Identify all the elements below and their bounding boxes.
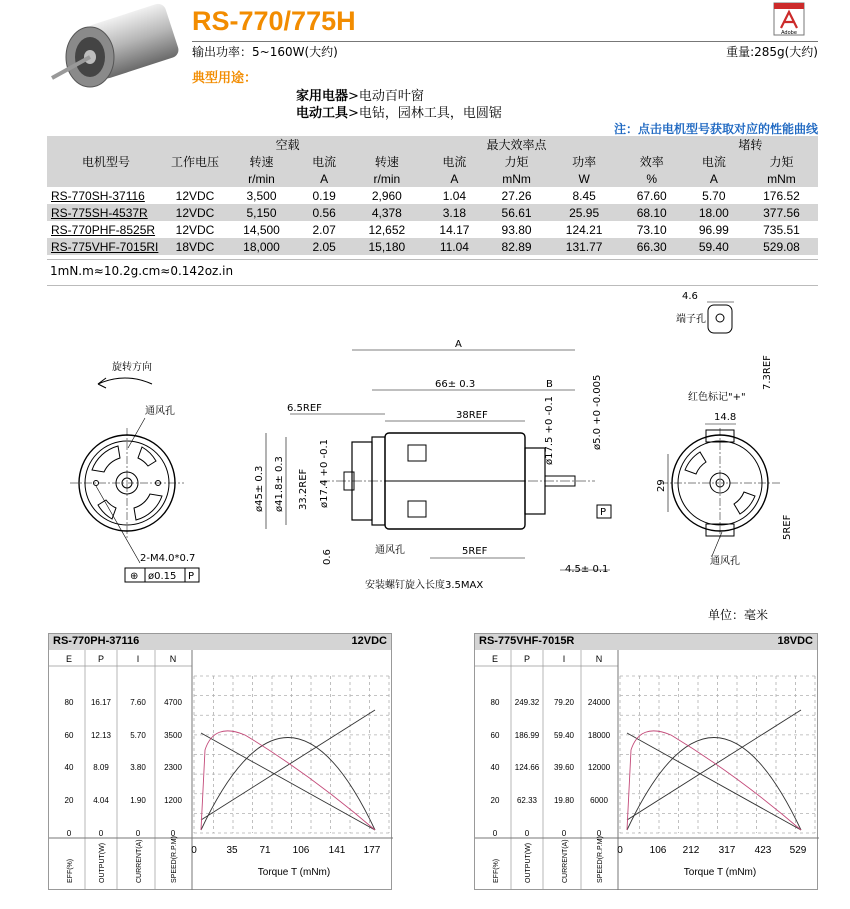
- scale-value: 60: [490, 731, 500, 740]
- x-tick: 0: [191, 845, 197, 856]
- table-row: [47, 187, 818, 204]
- typical-use-label: 典型用途：: [192, 71, 258, 86]
- x-tick: 141: [328, 845, 346, 856]
- value-cell: 11.04: [439, 239, 469, 254]
- group-no-load: 空载: [275, 138, 300, 152]
- scale-value: 60: [64, 731, 74, 740]
- x-tick: 212: [682, 845, 700, 856]
- col-header: 效率: [639, 155, 664, 169]
- dim-0-6: 0.6: [322, 549, 333, 565]
- x-tick: 0: [617, 845, 623, 856]
- voltage-cell: 12VDC: [175, 205, 215, 220]
- column-letter: N: [595, 654, 603, 664]
- col-header: 转速: [374, 155, 399, 169]
- scale-value: 0: [135, 829, 141, 838]
- scale-value: 0: [596, 829, 602, 838]
- value-cell: 68.10: [636, 205, 667, 220]
- column-letter: P: [97, 654, 105, 664]
- value-cell: 4,378: [371, 205, 402, 220]
- unit-cell: r/min: [248, 171, 275, 186]
- unit-cell: mNm: [767, 171, 796, 186]
- scale-value: 8.09: [93, 763, 109, 772]
- power-label: 输出功率：5~160W(大约): [192, 45, 338, 59]
- scale-value: 5.70: [130, 731, 146, 740]
- scale-value: 3500: [164, 731, 182, 740]
- dim-38: 38REF: [456, 410, 488, 421]
- dim-4-5: 4.5± 0.1: [565, 564, 609, 575]
- col-header: 电流: [701, 155, 726, 169]
- value-cell: 131.77: [565, 239, 603, 254]
- axis-label: EFF(%): [493, 858, 500, 883]
- col-header: 力矩: [504, 155, 529, 169]
- model-link[interactable]: RS-770SH-37116: [51, 188, 145, 203]
- scale-value: 0: [492, 829, 498, 838]
- col-voltage: 工作电压: [170, 155, 219, 169]
- scale-value: 80: [64, 698, 74, 707]
- scale-value: 24000: [587, 698, 611, 707]
- table-row: [47, 238, 818, 255]
- value-cell: 73.10: [636, 222, 667, 237]
- table-row: [47, 221, 818, 238]
- group-stall: 堵转: [738, 138, 763, 152]
- datum-p: P: [600, 507, 607, 518]
- dim-7-3: 7.3REF: [762, 355, 773, 390]
- terminal-label: 端子孔: [676, 314, 706, 325]
- dim-5ref: 5REF: [462, 546, 488, 557]
- column-letter: I: [562, 654, 566, 664]
- model-link[interactable]: RS-775VHF-7015RI: [51, 239, 159, 254]
- value-cell: 1.04: [442, 188, 467, 203]
- value-cell: 15,180: [368, 239, 406, 254]
- unit-cell: A: [709, 171, 718, 186]
- value-cell: 2,960: [371, 188, 402, 203]
- scale-value: 16.17: [90, 698, 112, 707]
- axis-label: OUTPUT(W): [525, 842, 532, 883]
- x-tick: 35: [226, 845, 238, 856]
- value-cell: 27.26: [501, 188, 532, 203]
- dim-5-0: ø5.0 +0 -0.005: [592, 374, 603, 450]
- scale-value: 40: [490, 763, 500, 772]
- curve-note: 注：点击电机型号获取对应的性能曲线: [613, 122, 818, 136]
- col-header: 力矩: [769, 155, 794, 169]
- value-cell: 2.07: [312, 222, 336, 237]
- scale-value: 20: [490, 796, 500, 805]
- scale-value: 39.60: [553, 763, 575, 772]
- scale-value: 2300: [164, 763, 182, 772]
- column-letter: N: [169, 654, 177, 664]
- voltage-cell: 12VDC: [175, 188, 215, 203]
- right-vent-label: 通风孔: [710, 556, 740, 567]
- tol-datum: P: [188, 571, 195, 582]
- dim-b: B: [546, 379, 553, 390]
- dim-5ref-right: 5REF: [782, 514, 793, 540]
- use-line-1: 家用电器>电动百叶窗: [296, 89, 424, 104]
- scale-value: 20: [64, 796, 74, 805]
- scale-value: 59.40: [553, 731, 575, 740]
- vent-label: 通风孔: [145, 406, 175, 417]
- model-link[interactable]: RS-770PHF-8525R: [51, 222, 156, 237]
- value-cell: 59.40: [698, 239, 729, 254]
- value-cell: 0.56: [312, 205, 336, 220]
- value-cell: 18,000: [243, 239, 280, 254]
- axis-label: CURRENT(A): [562, 839, 569, 883]
- x-tick: 71: [259, 845, 271, 856]
- column-letter: E: [65, 654, 73, 664]
- rotation-label: 旋转方向: [112, 362, 152, 373]
- unit-cell: %: [646, 171, 658, 186]
- value-cell: 2.05: [312, 239, 336, 254]
- value-cell: 93.80: [501, 222, 532, 237]
- current-line: [201, 710, 375, 820]
- red-mark-label: 红色标记"+": [688, 392, 746, 403]
- voltage-cell: 18VDC: [175, 239, 215, 254]
- perf-chart-2[interactable]: [474, 633, 818, 890]
- value-cell: 8.45: [572, 188, 596, 203]
- weight-label: 重量:285g(大约): [726, 45, 818, 59]
- scale-value: 4700: [164, 698, 182, 707]
- output-curve: [201, 738, 375, 831]
- chart-header: [49, 634, 391, 650]
- dim-14-8: 14.8: [714, 412, 737, 423]
- axis-label: SPEED(R.P.M): [597, 836, 604, 883]
- scale-value: 12000: [587, 763, 611, 772]
- scale-value: 18000: [587, 731, 611, 740]
- page-title: RS-770/775H: [192, 6, 356, 36]
- axis-label: EFF(%): [67, 858, 74, 883]
- col-model: 电机型号: [81, 155, 130, 169]
- x-axis-label: Torque T (mNm): [257, 867, 331, 878]
- column-letter: E: [491, 654, 499, 664]
- chart-model: RS-770PH-37116: [53, 635, 140, 647]
- value-cell: 0.19: [312, 188, 336, 203]
- header-divider: [192, 41, 818, 42]
- scale-value: 19.80: [553, 796, 575, 805]
- x-tick: 106: [292, 845, 310, 856]
- speed-line: [627, 733, 801, 830]
- scale-value: 12.13: [90, 731, 112, 740]
- technical-drawing: [0, 286, 850, 626]
- use-line-2: 电动工具>电钻，园林工具，电圆锯: [296, 106, 502, 121]
- side-view: [254, 339, 611, 591]
- value-cell: 18.00: [698, 205, 729, 220]
- left-end-view: [70, 360, 199, 582]
- dim-17-5: ø17.5 +0 -0.1: [544, 396, 555, 465]
- value-cell: 176.52: [763, 188, 800, 203]
- group-max-eff: 最大效率点: [486, 138, 547, 152]
- dim-a: A: [455, 339, 462, 350]
- scale-value: 0: [66, 829, 72, 838]
- screw-label: 安装螺钉旋入长度3.5MAX: [365, 580, 484, 591]
- column-letter: I: [136, 654, 140, 664]
- value-cell: 5,150: [246, 205, 277, 220]
- unit-cell: W: [578, 171, 590, 186]
- value-cell: 14,500: [243, 222, 280, 237]
- side-vent-label: 通风孔: [375, 545, 405, 556]
- value-cell: 377.56: [763, 205, 800, 220]
- col-header: 电流: [312, 155, 337, 169]
- column-letter: P: [523, 654, 531, 664]
- x-tick: 317: [718, 845, 736, 856]
- perf-chart-1[interactable]: [48, 633, 392, 890]
- unit-cell: r/min: [373, 171, 401, 186]
- unit-cell: A: [320, 171, 329, 186]
- value-cell: 67.60: [636, 188, 667, 203]
- unit-label: 单位：毫米: [708, 608, 769, 622]
- table-divider: [47, 259, 818, 260]
- dim-66: 66± 0.3: [435, 379, 476, 390]
- value-cell: 529.08: [763, 239, 800, 254]
- scale-value: 249.32: [514, 698, 540, 707]
- dim-17-4: ø17.4 +0 -0.1: [319, 439, 330, 508]
- value-cell: 14.17: [439, 222, 470, 237]
- motor-photo: [40, 2, 180, 94]
- current-line: [627, 710, 801, 820]
- axis-label: SPEED(R.P.M): [171, 836, 178, 883]
- unit-cell: A: [450, 171, 459, 186]
- voltage-cell: 12VDC: [175, 222, 215, 237]
- x-tick: 423: [754, 845, 772, 856]
- right-end-view: [656, 291, 793, 567]
- scale-value: 7.60: [130, 698, 146, 707]
- value-cell: 96.99: [698, 222, 729, 237]
- scale-value: 186.99: [514, 731, 540, 740]
- chart-voltage: 18VDC: [777, 635, 813, 647]
- model-link[interactable]: RS-775SH-4537R: [51, 205, 148, 220]
- scale-value: 1.90: [130, 796, 146, 805]
- scale-value: 124.66: [514, 763, 540, 772]
- dim-6-5: 6.5REF: [287, 403, 322, 414]
- scale-value: 40: [64, 763, 74, 772]
- scale-value: 1200: [164, 796, 182, 805]
- scale-value: 3.80: [130, 763, 146, 772]
- value-cell: 735.51: [763, 222, 800, 237]
- scale-value: 4.04: [93, 796, 109, 805]
- value-cell: 56.61: [501, 205, 532, 220]
- x-axis-label: Torque T (mNm): [683, 867, 757, 878]
- scale-value: 0: [561, 829, 567, 838]
- axis-label: CURRENT(A): [136, 839, 143, 883]
- x-tick: 177: [363, 845, 381, 856]
- x-tick: 106: [649, 845, 667, 856]
- col-header: 转速: [249, 155, 274, 169]
- output-curve: [627, 738, 801, 831]
- value-cell: 5.70: [702, 188, 726, 203]
- value-cell: 3,500: [246, 188, 277, 203]
- conversion-note: 1mN.m≈10.2g.cm≈0.142oz.in: [50, 264, 234, 278]
- col-header: 功率: [572, 155, 597, 169]
- value-cell: 82.89: [501, 239, 532, 254]
- x-tick: 529: [789, 845, 807, 856]
- scale-value: 0: [524, 829, 530, 838]
- tol-value: ø0.15: [148, 571, 177, 582]
- scale-value: 6000: [590, 796, 608, 805]
- value-cell: 66.30: [636, 239, 667, 254]
- scale-value: 80: [490, 698, 500, 707]
- dim-45: ø45± 0.3: [254, 465, 265, 512]
- chart-model: RS-775VHF-7015R: [479, 635, 575, 647]
- scale-value: 0: [170, 829, 176, 838]
- value-cell: 124.21: [565, 222, 603, 237]
- chart-header: [475, 634, 817, 650]
- dim-4-6: 4.6: [682, 291, 698, 302]
- pdf-icon[interactable]: [773, 2, 805, 36]
- chart-voltage: 12VDC: [351, 635, 387, 647]
- dim-41-8: ø41.8± 0.3: [274, 456, 285, 512]
- pdf-icon-label: Adobe: [781, 30, 797, 36]
- scale-value: 79.20: [553, 698, 575, 707]
- dim-33-2: 33.2REF: [298, 468, 309, 510]
- value-cell: 25.95: [569, 205, 600, 220]
- scale-value: 62.33: [516, 796, 538, 805]
- tol-symbol: ⊕: [130, 571, 139, 582]
- hole-label: 2-M4.0*0.7: [140, 553, 196, 564]
- value-cell: 3.18: [442, 205, 467, 220]
- scale-value: 0: [98, 829, 104, 838]
- col-header: 电流: [442, 155, 467, 169]
- axis-label: OUTPUT(W): [99, 842, 106, 883]
- table-row: [47, 204, 818, 221]
- value-cell: 12,652: [368, 222, 406, 237]
- unit-cell: mNm: [502, 171, 531, 186]
- dim-29: 29: [656, 479, 667, 492]
- speed-line: [201, 733, 375, 830]
- spec-table: [47, 136, 818, 255]
